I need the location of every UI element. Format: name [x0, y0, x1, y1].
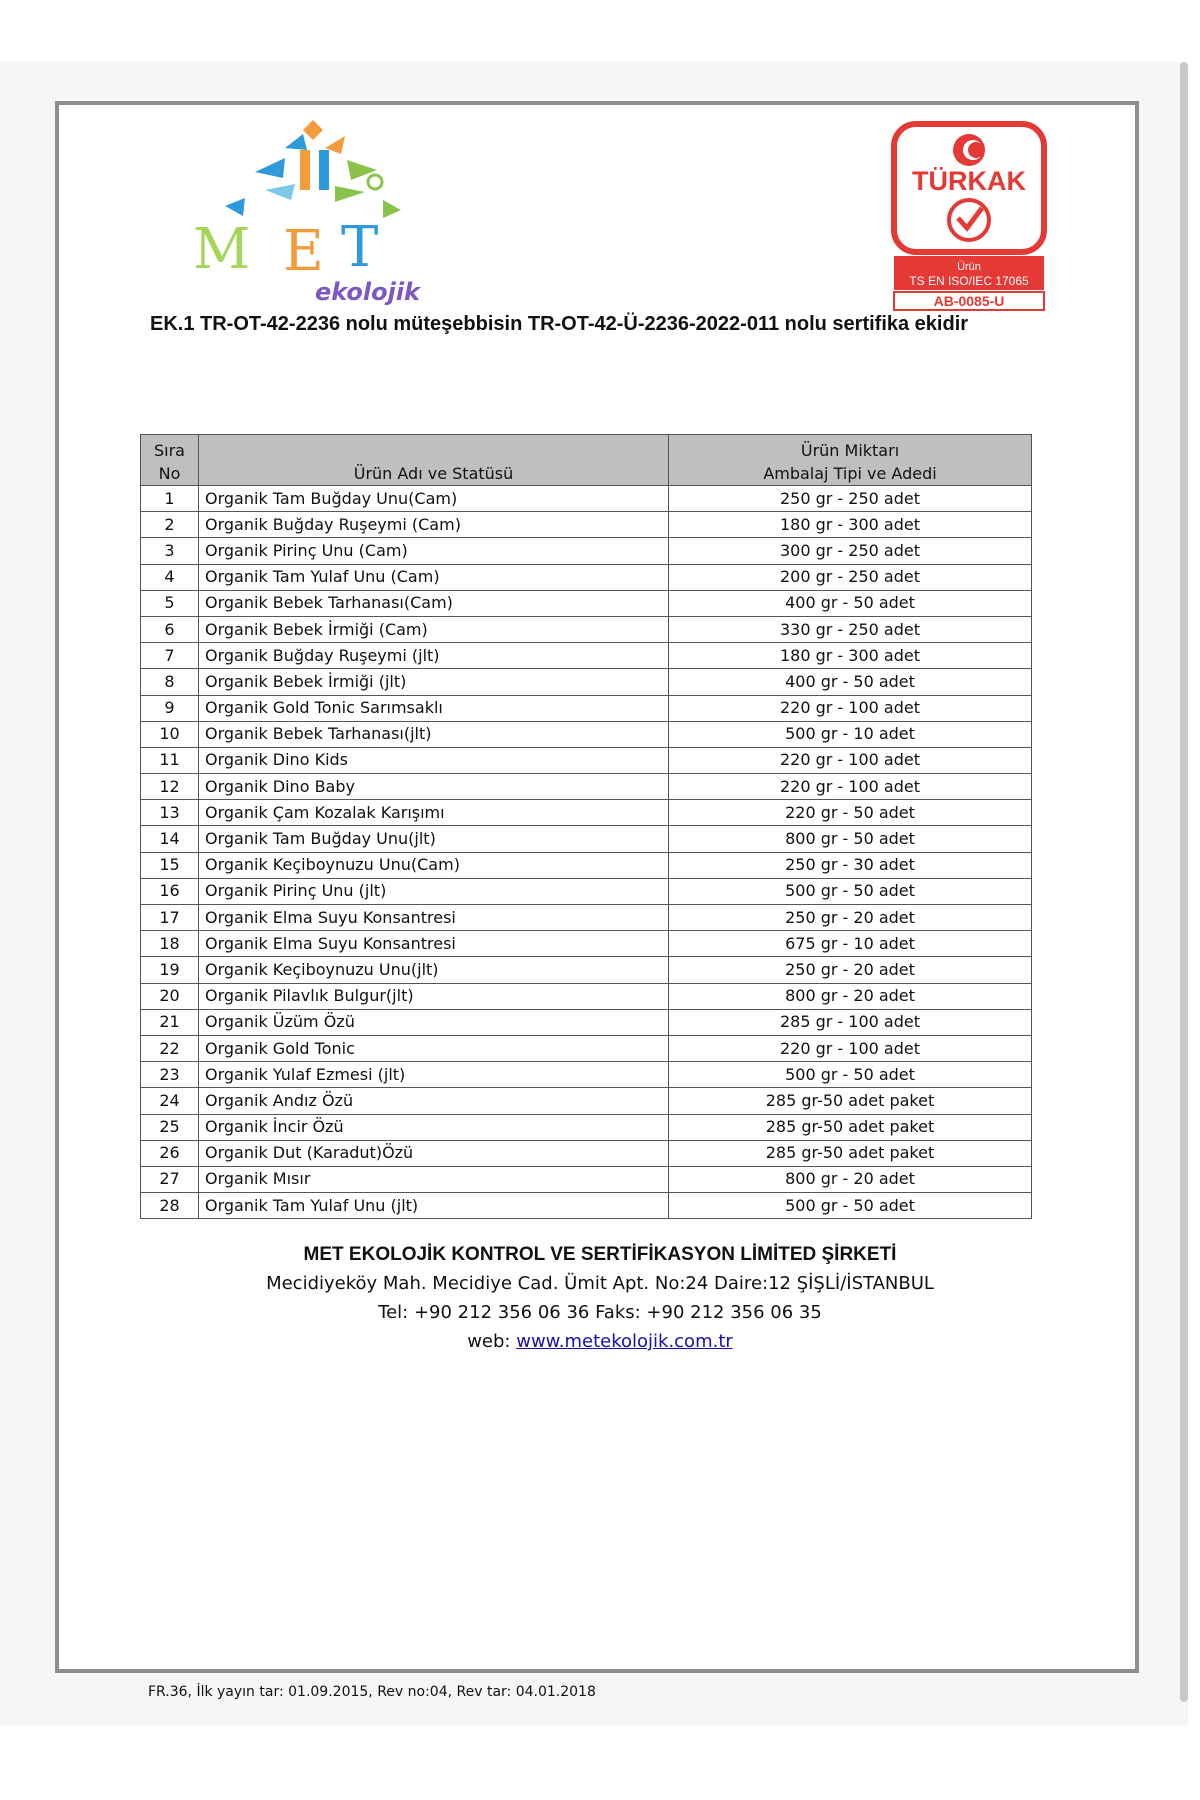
product-name: Organik Elma Suyu Konsantresi — [199, 931, 669, 957]
product-name: Organik Dut (Karadut)Özü — [199, 1140, 669, 1166]
package-quantity: 800 gr - 20 adet — [669, 1166, 1032, 1192]
turkak-accreditation-logo — [890, 120, 1048, 312]
product-name: Organik Bebek Tarhanası(Cam) — [199, 590, 669, 616]
row-number: 27 — [141, 1166, 199, 1192]
table-row — [141, 1009, 1032, 1035]
table-row — [141, 590, 1032, 616]
package-quantity: 285 gr-50 adet paket — [669, 1114, 1032, 1140]
product-name: Organik Gold Tonic Sarımsaklı — [199, 695, 669, 721]
product-name: Organik Dino Kids — [199, 747, 669, 773]
package-quantity: 180 gr - 300 adet — [669, 643, 1032, 669]
product-name: Organik Elma Suyu Konsantresi — [199, 905, 669, 931]
package-quantity: 250 gr - 20 adet — [669, 957, 1032, 983]
package-quantity: 220 gr - 100 adet — [669, 695, 1032, 721]
row-number: 17 — [141, 905, 199, 931]
product-name: Organik Tam Yulaf Unu (Cam) — [199, 564, 669, 590]
row-number: 3 — [141, 538, 199, 564]
package-quantity: 300 gr - 250 adet — [669, 538, 1032, 564]
table-row — [141, 957, 1032, 983]
table-row — [141, 643, 1032, 669]
row-number: 7 — [141, 643, 199, 669]
package-quantity: 220 gr - 50 adet — [669, 800, 1032, 826]
package-quantity: 200 gr - 250 adet — [669, 564, 1032, 590]
logo-subtitle: ekolojik — [315, 278, 420, 306]
row-number: 20 — [141, 983, 199, 1009]
website-link[interactable]: www.metekolojik.com.tr — [516, 1331, 733, 1352]
product-name: Organik Buğday Ruşeymi (jlt) — [199, 643, 669, 669]
table-row — [141, 905, 1032, 931]
package-quantity: 500 gr - 10 adet — [669, 721, 1032, 747]
turkak-name: TÜRKAK — [912, 166, 1026, 196]
header-no — [141, 435, 199, 486]
product-name: Organik Pirinç Unu (Cam) — [199, 538, 669, 564]
product-name: Organik Pirinç Unu (jlt) — [199, 878, 669, 904]
table-row — [141, 878, 1032, 904]
package-quantity: 220 gr - 100 adet — [669, 747, 1032, 773]
package-quantity: 250 gr - 30 adet — [669, 852, 1032, 878]
row-number: 13 — [141, 800, 199, 826]
product-name: Organik Tam Buğday Unu(Cam) — [199, 486, 669, 512]
package-quantity: 180 gr - 300 adet — [669, 512, 1032, 538]
company-phone: Tel: +90 212 356 06 36 Faks: +90 212 356 06 35 — [378, 1302, 822, 1323]
table-row — [141, 1088, 1032, 1114]
package-quantity: 250 gr - 250 adet — [669, 486, 1032, 512]
package-quantity: 400 gr - 50 adet — [669, 669, 1032, 695]
row-number: 5 — [141, 590, 199, 616]
row-number: 8 — [141, 669, 199, 695]
product-name: Organik Gold Tonic — [199, 1035, 669, 1061]
package-quantity: 330 gr - 250 adet — [669, 616, 1032, 642]
table-row — [141, 1140, 1032, 1166]
package-quantity: 800 gr - 50 adet — [669, 826, 1032, 852]
table-row — [141, 1166, 1032, 1192]
row-number: 2 — [141, 512, 199, 538]
table-row — [141, 1035, 1032, 1061]
product-name: Organik Dino Baby — [199, 774, 669, 800]
row-number: 11 — [141, 747, 199, 773]
header-no-line2: No — [158, 464, 181, 483]
header-no-line1: Sıra — [154, 441, 185, 460]
product-name: Organik Çam Kozalak Karışımı — [199, 800, 669, 826]
web-label: web: — [467, 1331, 511, 1352]
table-row — [141, 826, 1032, 852]
row-number: 22 — [141, 1035, 199, 1061]
table-row — [141, 695, 1032, 721]
form-reference: FR.36, İlk yayın tar: 01.09.2015, Rev no:04, Rev tar: 04.01.2018 — [148, 1684, 596, 1700]
row-number: 25 — [141, 1114, 199, 1140]
header-qty-line2: Ambalaj Tipi ve Adedi — [763, 464, 937, 483]
table-row — [141, 931, 1032, 957]
product-name: Organik Bebek İrmiği (Cam) — [199, 616, 669, 642]
row-number: 21 — [141, 1009, 199, 1035]
product-name: Organik Yulaf Ezmesi (jlt) — [199, 1062, 669, 1088]
product-name: Organik Mısır — [199, 1166, 669, 1192]
package-quantity: 675 gr - 10 adet — [669, 931, 1032, 957]
table-row — [141, 1114, 1032, 1140]
row-number: 19 — [141, 957, 199, 983]
table-row — [141, 852, 1032, 878]
product-name: Organik Buğday Ruşeymi (Cam) — [199, 512, 669, 538]
table-header-row — [141, 435, 1032, 486]
package-quantity: 500 gr - 50 adet — [669, 1062, 1032, 1088]
product-name: Organik Bebek Tarhanası(jlt) — [199, 721, 669, 747]
row-number: 1 — [141, 486, 199, 512]
met-ekolojik-logo — [185, 120, 425, 310]
product-name: Organik Bebek İrmiği (jlt) — [199, 669, 669, 695]
row-number: 28 — [141, 1193, 199, 1219]
table-row — [141, 747, 1032, 773]
product-name: Organik Tam Yulaf Unu (jlt) — [199, 1193, 669, 1219]
package-quantity: 285 gr-50 adet paket — [669, 1140, 1032, 1166]
package-quantity: 220 gr - 100 adet — [669, 1035, 1032, 1061]
turkak-standard: TS EN ISO/IEC 17065 — [909, 274, 1029, 288]
table-row — [141, 616, 1032, 642]
turkak-product-label: Ürün — [957, 261, 981, 273]
row-number: 4 — [141, 564, 199, 590]
row-number: 26 — [141, 1140, 199, 1166]
product-name: Organik Pilavlık Bulgur(jlt) — [199, 983, 669, 1009]
header-name: Ürün Adı ve Statüsü — [199, 435, 669, 486]
row-number: 24 — [141, 1088, 199, 1114]
table-row — [141, 721, 1032, 747]
table-body — [141, 486, 1032, 1219]
package-quantity: 285 gr-50 adet paket — [669, 1088, 1032, 1114]
product-table — [140, 434, 1032, 1219]
product-name: Organik Keçiboynuzu Unu(Cam) — [199, 852, 669, 878]
table-row — [141, 1062, 1032, 1088]
header-qty — [669, 435, 1032, 486]
package-quantity: 220 gr - 100 adet — [669, 774, 1032, 800]
row-number: 18 — [141, 931, 199, 957]
table-row — [141, 800, 1032, 826]
row-number: 14 — [141, 826, 199, 852]
row-number: 12 — [141, 774, 199, 800]
company-name: MET EKOLOJİK KONTROL VE SERTİFİKASYON LİMİTED ŞİRKETİ — [303, 1244, 897, 1265]
company-web — [150, 1327, 1050, 1356]
product-name: Organik Üzüm Özü — [199, 1009, 669, 1035]
header-qty-line1: Ürün Miktarı — [800, 441, 900, 460]
row-number: 9 — [141, 695, 199, 721]
package-quantity: 800 gr - 20 adet — [669, 983, 1032, 1009]
table-row — [141, 564, 1032, 590]
company-footer — [150, 1240, 1050, 1356]
product-name: Organik Andız Özü — [199, 1088, 669, 1114]
table-row — [141, 538, 1032, 564]
row-number: 6 — [141, 616, 199, 642]
logo-letter-t: T — [341, 215, 379, 280]
row-number: 10 — [141, 721, 199, 747]
product-name: Organik Tam Buğday Unu(jlt) — [199, 826, 669, 852]
table-row — [141, 512, 1032, 538]
logo-arrows-graphic — [225, 120, 401, 218]
product-name: Organik Keçiboynuzu Unu(jlt) — [199, 957, 669, 983]
vertical-scrollbar[interactable] — [1180, 62, 1188, 1702]
package-quantity: 500 gr - 50 adet — [669, 878, 1032, 904]
row-number: 15 — [141, 852, 199, 878]
table-row — [141, 669, 1032, 695]
table-row — [141, 774, 1032, 800]
package-quantity: 285 gr - 100 adet — [669, 1009, 1032, 1035]
table-row — [141, 486, 1032, 512]
table-row — [141, 983, 1032, 1009]
package-quantity: 400 gr - 50 adet — [669, 590, 1032, 616]
logo-letter-m: M — [193, 217, 251, 282]
package-quantity: 250 gr - 20 adet — [669, 905, 1032, 931]
product-name: Organik İncir Özü — [199, 1114, 669, 1140]
row-number: 23 — [141, 1062, 199, 1088]
logo-letter-e: E — [283, 219, 324, 284]
table-row — [141, 1193, 1032, 1219]
package-quantity: 500 gr - 50 adet — [669, 1193, 1032, 1219]
turkak-code: AB-0085-U — [933, 293, 1005, 309]
company-address: Mecidiyeköy Mah. Mecidiye Cad. Ümit Apt. No:24 Daire:12 ŞİŞLİ/İSTANBUL — [266, 1273, 934, 1294]
row-number: 16 — [141, 878, 199, 904]
annex-title: EK.1 TR-OT-42-2236 nolu müteşebbisin TR-OT-42-Ü-2236-2022-011 nolu sertifika ekidir — [150, 313, 969, 335]
